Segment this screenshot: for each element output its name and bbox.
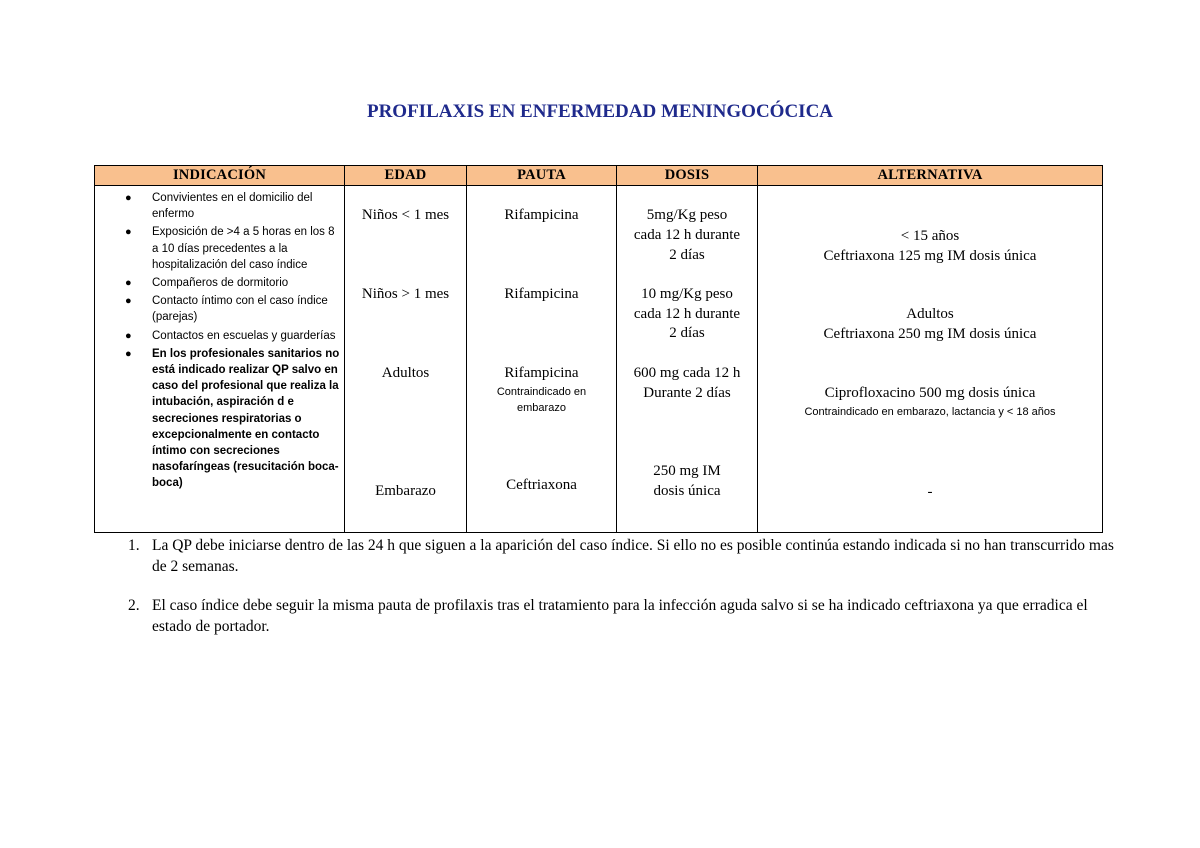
header-indicacion: INDICACIÓN	[95, 166, 345, 186]
edad-adultos: Adultos	[381, 365, 430, 381]
alternativa-ceftriaxona-250: Ceftriaxona 250 mg IM dosis única	[823, 326, 1037, 342]
indicacion-text: Convivientes en el domicilio del enfermo	[152, 192, 313, 221]
indicacion-item	[95, 190, 342, 222]
pauta-rifampicina-1: Rifampicina	[504, 207, 579, 223]
header-pauta: PAUTA	[467, 166, 617, 186]
indicacion-text: Contacto íntimo con el caso índice (parejas)	[152, 295, 328, 324]
indicacion-text: Exposición de >4 a 5 horas en los 8 a 10 días precedentes a la hospitalización del caso índice	[152, 226, 335, 271]
footnote	[128, 535, 1118, 577]
pauta-cell	[467, 186, 617, 533]
table-header-row	[95, 166, 1103, 186]
indicacion-cell	[95, 186, 345, 533]
dosis-r1-l1: 5mg/Kg peso	[646, 207, 728, 223]
edad-embarazo: Embarazo	[375, 483, 436, 499]
edad-cell	[345, 186, 467, 533]
bullet-icon: ●	[125, 295, 132, 308]
dosis-r1-l2: cada 12 h durante	[633, 227, 741, 243]
indicacion-item	[95, 328, 342, 344]
header-alternativa: ALTERNATIVA	[758, 166, 1103, 186]
bullet-icon: ●	[125, 226, 132, 239]
dosis-cell	[617, 186, 758, 533]
alternativa-ciprofloxacino: Ciprofloxacino 500 mg dosis única	[824, 385, 1036, 401]
footnote-text: El caso índice debe seguir la misma pauta de profilaxis tras el tratamiento para la infección aguda salvo si se ha indicado ceftriaxona ya que erradica el estado de portador.	[152, 597, 1088, 635]
footnote-number: 1.	[128, 537, 140, 554]
indicacion-item	[95, 346, 342, 492]
pauta-rifampicina-3: Rifampicina	[504, 365, 579, 381]
dosis-r3-l2: Durante 2 días	[643, 385, 731, 401]
indicacion-item	[95, 275, 342, 291]
header-dosis: DOSIS	[617, 166, 758, 186]
footnote	[128, 595, 1118, 637]
alternativa-dash: -	[927, 484, 933, 500]
prophylaxis-table	[94, 165, 1103, 533]
indicacion-item	[95, 293, 342, 325]
page-title: PROFILAXIS EN ENFERMEDAD MENINGOCÓCICA	[366, 101, 834, 122]
indicacion-text: Compañeros de dormitorio	[152, 277, 289, 290]
alternativa-contraindicado: Contraindicado en embarazo, lactancia y < 18 años	[804, 406, 1056, 418]
pauta-contraindicado-2: embarazo	[517, 402, 566, 414]
header-edad: EDAD	[345, 166, 467, 186]
pauta-contraindicado-1: Contraindicado en	[496, 386, 587, 398]
bullet-icon: ●	[125, 347, 132, 360]
edad-ninos-menor-1-mes: Niños < 1 mes	[361, 207, 450, 223]
pauta-ceftriaxona: Ceftriaxona	[506, 477, 577, 493]
dosis-r2-l1: 10 mg/Kg peso	[641, 286, 733, 302]
table-row	[95, 186, 1103, 533]
indicacion-text: Contactos en escuelas y guarderías	[152, 329, 336, 342]
footnote-text: La QP debe iniciarse dentro de las 24 h que siguen a la aparición del caso índice. Si ello no es posible continúa estando indicada si no han transcurrido mas de 2 semanas.	[152, 537, 1114, 575]
alternativa-adultos: Adultos	[906, 306, 954, 322]
dosis-r1-l3: 2 días	[669, 247, 705, 263]
dosis-r2-l3: 2 días	[669, 325, 705, 341]
pauta-rifampicina-2: Rifampicina	[504, 286, 579, 302]
indicacion-item	[95, 224, 342, 273]
footnotes	[128, 535, 1118, 655]
indicacion-list	[95, 190, 342, 494]
alternativa-ceftriaxona-125: Ceftriaxona 125 mg IM dosis única	[823, 248, 1037, 264]
dosis-r4-l2: dosis única	[653, 483, 721, 499]
bullet-icon: ●	[125, 277, 132, 290]
footnote-number: 2.	[128, 597, 140, 614]
bullet-icon: ●	[125, 329, 132, 342]
edad-ninos-mayor-1-mes: Niños > 1 mes	[361, 286, 450, 302]
bullet-icon: ●	[125, 192, 132, 204]
dosis-r2-l2: cada 12 h durante	[633, 306, 741, 322]
alternativa-menores-15: < 15 años	[900, 228, 960, 244]
indicacion-text: En los profesionales sanitarios no está indicado realizar QP salvo en caso del profesional que realiza la intubación, aspiración d e secreciones respiratorias o excepcionalmente en contacto íntimo con secreciones nasofaríngeas (resucitación boca-boca)	[152, 347, 340, 490]
alternativa-cell	[758, 186, 1103, 533]
dosis-r4-l1: 250 mg IM	[653, 463, 721, 479]
dosis-r3-l1: 600 mg cada 12 h	[633, 365, 741, 381]
